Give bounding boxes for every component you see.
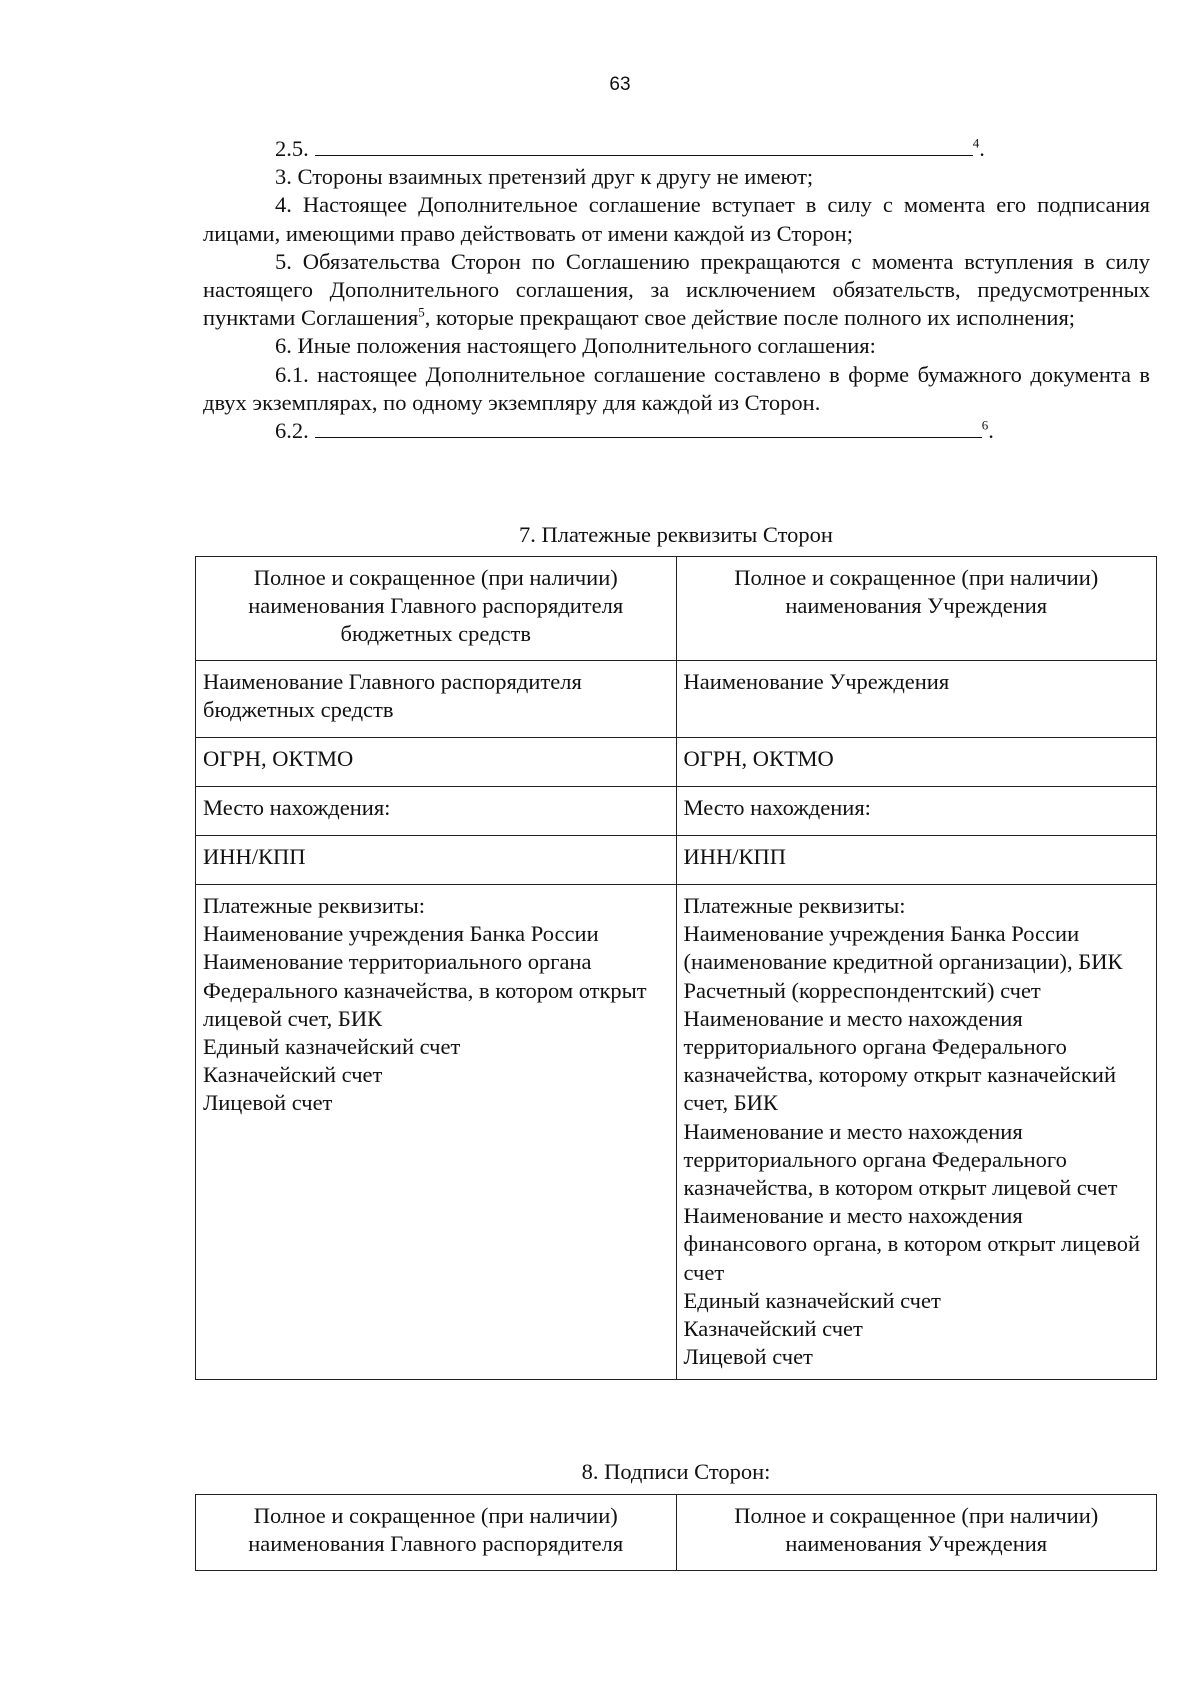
clause-6-2-end: .: [988, 418, 994, 444]
clause-2-5-number: 2.5.: [275, 136, 309, 161]
signature-header-grbs: Полное и сокращенное (при наличии) наименования Главного распорядителя: [196, 1495, 677, 1571]
list-item: Наименование учреждения Банка России: [203, 921, 599, 947]
list-item: Платежные реквизиты:: [203, 893, 425, 918]
clause-3: 3. Стороны взаимных претензий друг к другу не имеют;: [275, 164, 814, 190]
header-cell-grbs: Полное и сокращенное (при наличии) наименования Главного распорядителя бюджетных средств: [196, 557, 677, 661]
clause-2-5: [203, 135, 1150, 163]
list-item: Единый казначейский счет: [203, 1034, 461, 1060]
clause-5-text-end: , которые прекращают свое действие после полного их исполнения;: [424, 305, 1076, 331]
institution-inn-cell: ИНН/КПП: [676, 836, 1157, 885]
payment-details-row: [196, 885, 1157, 1380]
table-header-row: [196, 1495, 1157, 1571]
agreement-clauses: [203, 135, 1150, 445]
table-row: [196, 836, 1157, 885]
clause-5: [203, 248, 1150, 333]
list-item: Расчетный (корреспондентский) счет: [683, 977, 1041, 1003]
grbs-location-cell: Место нахождения:: [196, 787, 677, 836]
clause-6-2: [203, 417, 1150, 445]
payment-details-table: [195, 556, 1157, 1380]
list-item: Казначейский счет: [203, 1062, 383, 1088]
clause-2-5-end: .: [979, 136, 985, 161]
footnote-5: 5: [418, 304, 425, 320]
header-cell-institution: Полное и сокращенное (при наличии) наименования Учреждения: [676, 557, 1157, 661]
list-item: Казначейский счет: [683, 1316, 863, 1342]
section-8-title: 8. Подписи Сторон:: [581, 1459, 771, 1484]
table-row: [196, 661, 1157, 738]
clause-6-1: 6.1. настоящее Дополнительное соглашение составлено в форме бумажного документа в двух экземплярах, по одному экземпляру для каждой из Сторон.: [203, 361, 1150, 415]
list-item: Лицевой счет: [203, 1090, 333, 1116]
clause-6-2-number: 6.2.: [275, 418, 309, 444]
institution-ogrn-cell: ОГРН, ОКТМО: [676, 738, 1157, 787]
list-item: Наименование территориального органа Федерального казначейства, в котором открыт лицевой счет, БИК: [203, 949, 647, 1031]
institution-location-cell: Место нахождения:: [676, 787, 1157, 836]
grbs-name-cell: Наименование Главного распорядителя бюджетных средств: [196, 661, 677, 738]
list-item: Единый казначейский счет: [683, 1287, 941, 1313]
list-item: Платежные реквизиты:: [683, 893, 906, 918]
clause-4: 4. Настоящее Дополнительное соглашение вступает в силу с момента его подписания лицами, имеющими право действовать от имени каждой из Сторон;: [203, 192, 1150, 246]
list-item: Наименование учреждения Банка России (наименование кредитной организации), БИК: [683, 921, 1123, 975]
signatures-table: [195, 1494, 1157, 1571]
clause-5-text: 5. Обязательства Сторон по Соглашению прекращаются с момента вступления в силу настоящего Дополнительного соглашения, за исключением обязательств, предусмотренных пунктами Соглашения: [203, 248, 1150, 331]
list-item: Наименование и место нахождения территориального органа Федерального казначейства, в котором открыт лицевой счет: [683, 1118, 1118, 1201]
clause-6-2-blank: [315, 417, 982, 438]
grbs-ogrn-cell: ОГРН, ОКТМО: [196, 738, 677, 787]
grbs-inn-cell: ИНН/КПП: [196, 836, 677, 885]
institution-name-cell: Наименование Учреждения: [676, 661, 1157, 738]
footnote-4: 4: [972, 135, 980, 151]
clause-6: 6. Иные положения настоящего Дополнительного соглашения:: [275, 333, 876, 359]
institution-payment-cell: [676, 885, 1157, 1380]
grbs-payment-cell: [196, 885, 677, 1380]
table-header-row: [196, 557, 1157, 661]
table-row: [196, 787, 1157, 836]
signature-header-institution: Полное и сокращенное (при наличии) наименования Учреждения: [676, 1495, 1157, 1571]
list-item: Лицевой счет: [683, 1344, 813, 1370]
section-7-title: 7. Платежные реквизиты Сторон: [519, 522, 833, 547]
list-item: Наименование и место нахождения территориального органа Федерального казначейства, которому открыт казначейский счет, БИК: [683, 1005, 1117, 1116]
clause-2-5-blank: [315, 135, 973, 156]
table-row: [196, 738, 1157, 787]
list-item: Наименование и место нахождения финансового органа, в котором открыт лицевой счет: [683, 1203, 1140, 1285]
page-number: 63: [609, 74, 631, 95]
footnote-6: 6: [981, 417, 989, 433]
